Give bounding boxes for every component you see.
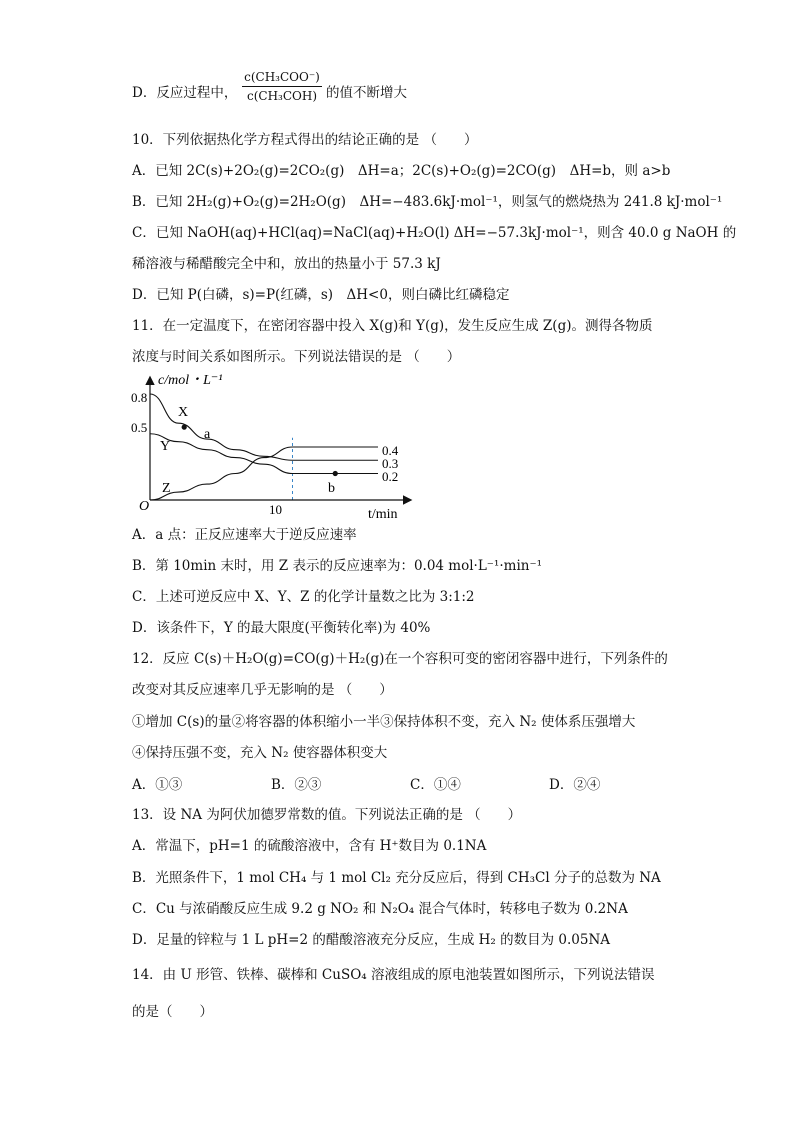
- point-label-a: a: [204, 427, 211, 442]
- q12-conditions: ①增加 C(s)的量②将容器的体积缩小一半③保持体积不变，充入 N₂ 使体系压强增大: [132, 714, 636, 730]
- right-label-0.3: 0.3: [382, 456, 399, 471]
- q11-stem-cont: 浓度与时间关系如图所示。下列说法错误的是 （ ）: [132, 349, 461, 365]
- series-label-x: X: [178, 405, 189, 420]
- x-tick-10: 10: [269, 502, 282, 517]
- point-b: [333, 471, 338, 476]
- point-label-b: b: [328, 481, 335, 496]
- q10-stem: 10．下列依据热化学方程式得出的结论正确的是 （ ）: [132, 132, 478, 148]
- series-label-z: Z: [162, 481, 171, 496]
- q13-option-b: B．光照条件下，1 mol CH₄ 与 1 mol Cl₂ 充分反应后，得到 CH₃Cl 分子的总数为 NA: [132, 870, 661, 886]
- series-line-y: [150, 434, 378, 474]
- q12-stem: 12．反应 C(s)＋H₂O(g)=CO(g)＋H₂(g)在一个容积可变的密闭容器中进行，下列条件的: [132, 651, 668, 667]
- q10-option-c-cont: 稀溶液与稀醋酸完全中和，放出的热量小于 57.3 kJ: [132, 256, 441, 272]
- q9-option-d-suffix: 的值不断增大: [326, 85, 407, 101]
- q9-fraction-numerator: c(CH₃COO⁻): [242, 70, 322, 87]
- q11-option-d: D．该条件下，Y 的最大限度(平衡转化率)为 40%: [132, 620, 431, 636]
- q10-option-b: B．已知 2H₂(g)+O₂(g)=2H₂O(g) ΔH=−483.6kJ·mol⁻¹，则氢气的燃烧热为 241.8 kJ·mol⁻¹: [132, 194, 723, 210]
- q10-option-c: C．已知 NaOH(aq)+HCl(aq)=NaCl(aq)+H₂O(l) ΔH=−57.3kJ·mol⁻¹，则含 40.0 g NaOH 的: [132, 225, 737, 241]
- concentration-time-chart: [128, 372, 428, 520]
- q14-stem: 14．由 U 形管、铁棒、碳棒和 CuSO₄ 溶液组成的原电池装置如图所示，下列说法错误: [132, 967, 655, 983]
- q10-option-a: A．已知 2C(s)+2O₂(g)=2CO₂(g) ΔH=a；2C(s)+O₂(g)=2CO(g) ΔH=b，则 a>b: [132, 163, 671, 179]
- q12-stem-cont: 改变对其反应速率几乎无影响的是 （ ）: [132, 682, 393, 698]
- q11-option-a: A．a 点：正反应速率大于逆反应速率: [132, 527, 357, 543]
- q13-option-c: C．Cu 与浓硝酸反应生成 9.2 g NO₂ 和 N₂O₄ 混合气体时，转移电子数为 0.2NA: [132, 901, 628, 917]
- q12-option-b: B．②③: [271, 777, 322, 793]
- y-tick-0.8: 0.8: [131, 390, 148, 405]
- origin-label: O: [139, 499, 150, 514]
- q13-option-d: D．足量的锌粒与 1 L pH=2 的醋酸溶液充分反应，生成 H₂ 的数目为 0.05NA: [132, 932, 611, 948]
- right-label-0.2: 0.2: [382, 469, 399, 484]
- q10-option-d: D．已知 P(白磷，s)=P(红磷，s) ΔH<0，则白磷比红磷稳定: [132, 287, 510, 303]
- q12-option-d: D．②④: [549, 777, 601, 793]
- q12-conditions-cont: ④保持压强不变，充入 N₂ 使容器体积变大: [132, 745, 388, 761]
- y-axis-label: c/mol・L⁻¹: [158, 373, 223, 388]
- series-label-y: Y: [160, 439, 171, 454]
- q12-option-c: C．①④: [410, 777, 461, 793]
- q12-option-a: A．①③: [132, 777, 183, 793]
- q11-option-c: C．上述可逆反应中 X、Y、Z 的化学计量数之比为 3:1:2: [132, 589, 475, 605]
- q11-option-b: B．第 10min 末时，用 Z 表示的反应速率为：0.04 mol·L⁻¹·min⁻¹: [132, 558, 542, 574]
- right-label-0.4: 0.4: [382, 443, 399, 458]
- q9-fraction: [242, 70, 322, 103]
- q14-stem-cont: 的是（ ）: [132, 1004, 213, 1020]
- q9-option-d-prefix: D．反应过程中，: [132, 85, 238, 101]
- q13-stem: 13．设 NA 为阿伏加德罗常数的值。下列说法正确的是 （ ）: [132, 807, 522, 823]
- q9-fraction-denominator: c(CH₃COH): [246, 89, 318, 103]
- q11-stem: 11．在一定温度下，在密闭容器中投入 X(g)和 Y(g)，发生反应生成 Z(g)。测得各物质: [132, 318, 653, 334]
- q13-option-a: A．常温下，pH=1 的硫酸溶液中，含有 H⁺数目为 0.1NA: [132, 838, 487, 854]
- x-axis-label: t/min: [368, 507, 398, 520]
- y-tick-0.5: 0.5: [131, 420, 148, 435]
- point-a: [182, 425, 187, 430]
